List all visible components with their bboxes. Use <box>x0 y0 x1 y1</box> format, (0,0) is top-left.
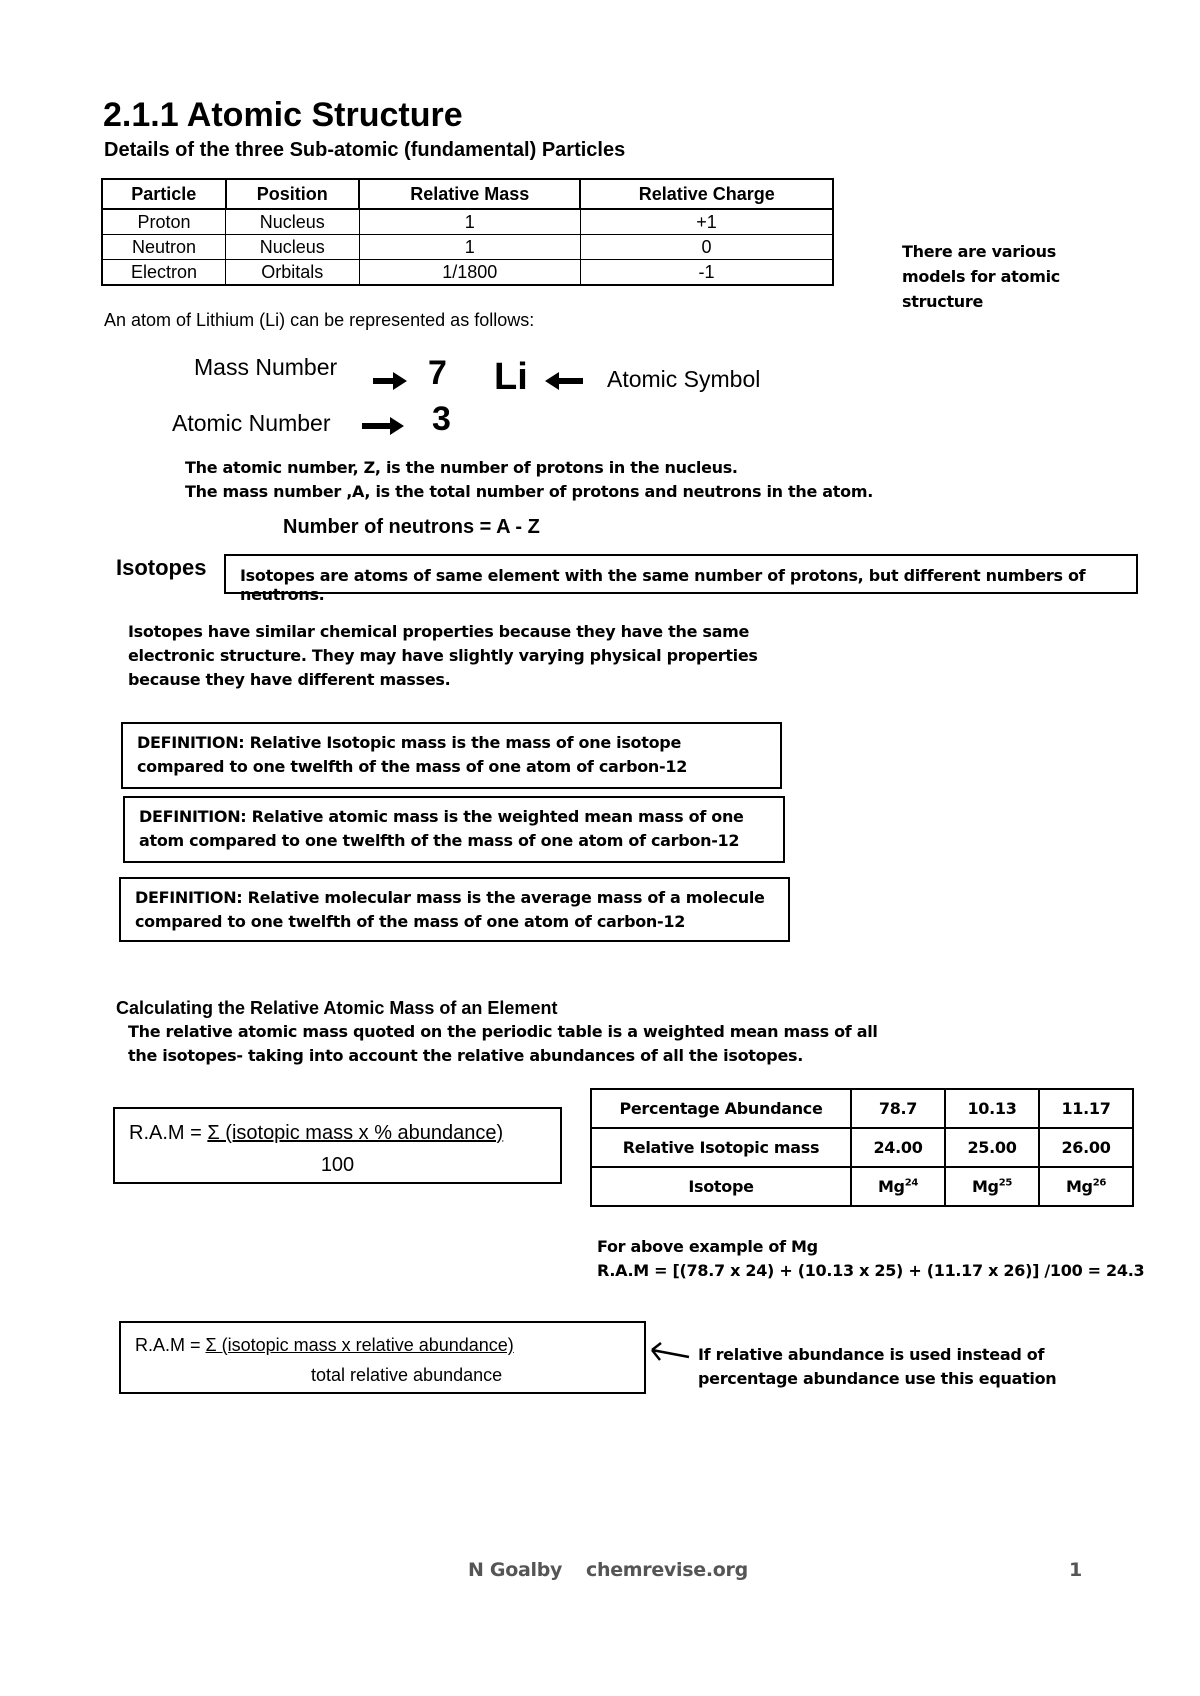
relative-abundance-note: If relative abundance is used instead of percentage abundance use this equation <box>698 1345 1057 1388</box>
footer-site: chemrevise.org <box>586 1559 748 1581</box>
formula-denominator: 100 <box>320 1154 355 1176</box>
table-cell: Electron <box>102 260 226 286</box>
table-row-label: Percentage Abundance <box>591 1089 851 1128</box>
footer-author: N Goalby <box>468 1559 563 1581</box>
mass-number-definition: The mass number ,A, is the total number of protons and neutrons in the atom. <box>185 482 873 501</box>
ram-formula-relative <box>119 1321 646 1394</box>
element-symbol: Mg <box>971 1177 999 1196</box>
ram-formula-percentage <box>113 1107 562 1184</box>
table-cell: 1 <box>359 209 580 235</box>
table-row <box>102 209 833 235</box>
table-cell: Nucleus <box>226 235 360 260</box>
table-cell <box>851 1167 945 1206</box>
page-subtitle: Details of the three Sub-atomic (fundamental) Particles <box>104 139 626 161</box>
table-cell: Nucleus <box>226 209 360 235</box>
right-arrow-icon <box>362 415 406 437</box>
table-row <box>102 235 833 260</box>
table-cell: 1/1800 <box>359 260 580 286</box>
formula-denominator: total relative abundance <box>311 1365 503 1385</box>
table-cell: 26.00 <box>1039 1128 1133 1167</box>
example-calculation: R.A.M = [(78.7 x 24) + (10.13 x 25) + (11.17 x 26)] /100 = 24.3 <box>597 1261 1145 1280</box>
table-cell: 0 <box>580 235 833 260</box>
table-cell: 24.00 <box>851 1128 945 1167</box>
example-title: For above example of Mg <box>597 1237 818 1256</box>
table-header-cell: Particle <box>102 179 226 209</box>
side-note: There are various models for atomic structure <box>902 242 1060 311</box>
isotopes-paragraph: Isotopes have similar chemical properties because they have the same electronic structure. They may have slightly varying physical properties because they have different masses. <box>128 622 758 689</box>
particle-table <box>101 178 834 286</box>
table-cell: Orbitals <box>226 260 360 286</box>
formula-sum: Σ (isotopic mass x relative abundance) <box>205 1335 514 1355</box>
isotopes-heading: Isotopes <box>116 555 207 580</box>
table-cell <box>1039 1167 1133 1206</box>
right-arrow-icon <box>373 370 409 392</box>
atomic-number-label: Atomic Number <box>172 410 331 436</box>
table-cell: Proton <box>102 209 226 235</box>
left-arrow-icon <box>543 370 583 392</box>
table-header-row <box>102 179 833 209</box>
ram-paragraph: The relative atomic mass quoted on the periodic table is a weighted mean mass of all the isotopes- taking into account the relative abundances of all the isotopes. <box>128 1022 878 1065</box>
neutrons-formula: Number of neutrons = A - Z <box>283 516 540 538</box>
table-cell: 11.17 <box>1039 1089 1133 1128</box>
element-symbol: Mg <box>1065 1177 1093 1196</box>
mass-number-superscript: 25 <box>998 1177 1013 1189</box>
table-cell: 78.7 <box>851 1089 945 1128</box>
table-cell: 1 <box>359 235 580 260</box>
table-header-cell: Relative Charge <box>580 179 833 209</box>
table-header-cell: Position <box>226 179 360 209</box>
mass-number-label: Mass Number <box>194 354 338 380</box>
table-header-cell: Relative Mass <box>359 179 580 209</box>
relative-atomic-mass-definition: DEFINITION: Relative atomic mass is the weighted mean mass of one atom compared to one twelfth of the mass of one atom of carbon-12 <box>123 796 785 863</box>
atomic-number-definition: The atomic number, Z, is the number of protons in the nucleus. <box>185 458 738 477</box>
relative-isotopic-mass-definition: DEFINITION: Relative Isotopic mass is the mass of one isotope compared to one twelfth of the mass of one atom of carbon-12 <box>121 722 782 789</box>
relative-molecular-mass-definition: DEFINITION: Relative molecular mass is the average mass of a molecule compared to one twelfth of the mass of one atom of carbon-12 <box>119 877 790 942</box>
mass-number-value: 7 <box>428 354 447 392</box>
mg-isotope-table <box>590 1088 1134 1207</box>
table-cell <box>945 1167 1039 1206</box>
element-symbol: Mg <box>877 1177 905 1196</box>
atomic-number-value: 3 <box>432 400 451 438</box>
formula-sum: Σ (isotopic mass x % abundance) <box>207 1122 504 1144</box>
atomic-symbol: Li <box>494 356 528 398</box>
atomic-symbol-label: Atomic Symbol <box>607 366 761 392</box>
table-cell: -1 <box>580 260 833 286</box>
formula-numerator <box>135 1335 514 1356</box>
mass-number-superscript: 24 <box>904 1177 919 1189</box>
ram-heading: Calculating the Relative Atomic Mass of an Element <box>116 998 558 1018</box>
formula-prefix: R.A.M = <box>129 1122 208 1144</box>
page-title: 2.1.1 Atomic Structure <box>103 96 463 134</box>
lithium-intro: An atom of Lithium (Li) can be represented as follows: <box>104 310 535 330</box>
table-cell: +1 <box>580 209 833 235</box>
table-row <box>591 1128 1133 1167</box>
table-row <box>591 1089 1133 1128</box>
table-row <box>591 1167 1133 1206</box>
table-cell: 25.00 <box>945 1128 1039 1167</box>
mass-number-superscript: 26 <box>1092 1177 1107 1189</box>
formula-numerator <box>129 1122 503 1145</box>
left-arrow-icon <box>648 1340 690 1366</box>
footer-page-number: 1 <box>1069 1559 1082 1581</box>
table-cell: 10.13 <box>945 1089 1039 1128</box>
isotopes-definition-box: Isotopes are atoms of same element with the same number of protons, but different numbers of neutrons. <box>224 554 1138 594</box>
table-row-label: Isotope <box>591 1167 851 1206</box>
table-row-label: Relative Isotopic mass <box>591 1128 851 1167</box>
table-row <box>102 260 833 286</box>
formula-prefix: R.A.M = <box>135 1335 206 1355</box>
table-cell: Neutron <box>102 235 226 260</box>
